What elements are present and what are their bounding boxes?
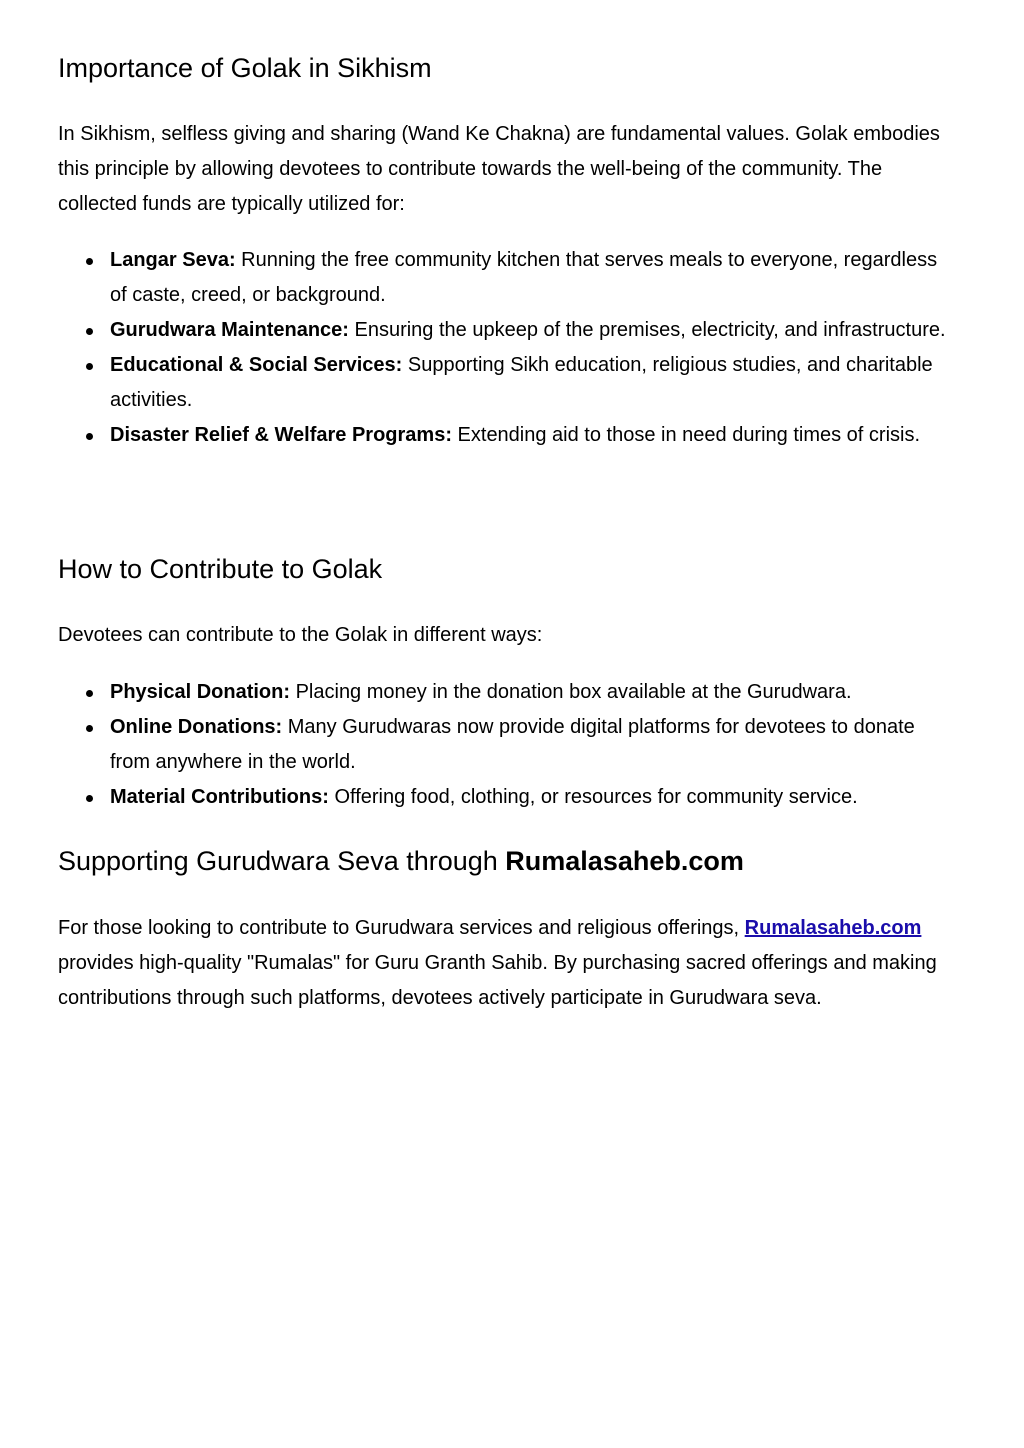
heading-brand: Rumalasaheb.com: [505, 846, 744, 876]
list-item-text: Placing money in the donation box available at the Gurudwara.: [290, 681, 852, 703]
bullet-icon: [86, 725, 93, 732]
supporting-paragraph: [58, 911, 948, 1016]
list-item-term: Langar Seva:: [110, 249, 236, 271]
list-item-term: Physical Donation:: [110, 681, 291, 703]
bullet-icon: [86, 258, 93, 265]
list-item: [58, 418, 948, 453]
list-item-text: Ensuring the upkeep of the premises, electricity, and infrastructure.: [348, 319, 946, 341]
section-heading-contribute: How to Contribute to Golak: [58, 554, 383, 584]
paragraph-text-after: provides high-quality "Rumalas" for Guru Granth Sahib. By purchasing sacred offerings and making contributions through such platforms, devotees actively participate in Gurudwara seva.: [58, 952, 937, 1009]
heading-prefix: Supporting Gurudwara Seva through: [58, 846, 506, 876]
list-item-term: Online Donations:: [110, 716, 283, 738]
rumalasaheb-link[interactable]: Rumalasaheb.com: [744, 917, 922, 939]
list-item-text: Many Gurudwaras now provide digital platforms for devotees to donate from anywhere in the world.: [110, 716, 915, 773]
contribute-list: [58, 675, 948, 815]
list-item-term: Disaster Relief & Welfare Programs:: [110, 424, 452, 446]
list-item-text: Extending aid to those in need during times of crisis.: [451, 424, 921, 446]
paragraph-text-before: For those looking to contribute to Gurudwara services and religious offerings,: [58, 917, 745, 939]
list-item-term: Material Contributions:: [110, 786, 329, 808]
bullet-icon: [86, 433, 93, 440]
list-item-text: Running the free community kitchen that serves meals to everyone, regardless of caste, creed, or background.: [110, 249, 938, 306]
section-heading-supporting: [58, 844, 744, 878]
list-item: [58, 780, 948, 815]
importance-intro: In Sikhism, selfless giving and sharing (Wand Ke Chakna) are fundamental values. Golak embodies this principle by allowing devotees to contribute towards the well-being of the community. The collected funds are typically utilized for:: [58, 123, 940, 215]
list-item-term: Gurudwara Maintenance:: [110, 319, 349, 341]
list-item-text: Offering food, clothing, or resources for community service.: [328, 786, 858, 808]
importance-list: [58, 243, 948, 453]
list-item: [58, 675, 948, 710]
list-item: [58, 348, 948, 418]
list-item-term: Educational & Social Services:: [110, 354, 403, 376]
list-item-text: Supporting Sikh education, religious studies, and charitable activities.: [110, 354, 933, 411]
bullet-icon: [86, 690, 93, 697]
bullet-icon: [86, 363, 93, 370]
bullet-icon: [86, 328, 93, 335]
bullet-icon: [86, 795, 93, 802]
contribute-intro: Devotees can contribute to the Golak in different ways:: [58, 624, 543, 646]
list-item: [58, 313, 948, 348]
list-item: [58, 243, 948, 313]
section-heading-importance: Importance of Golak in Sikhism: [58, 53, 432, 83]
list-item: [58, 710, 948, 780]
